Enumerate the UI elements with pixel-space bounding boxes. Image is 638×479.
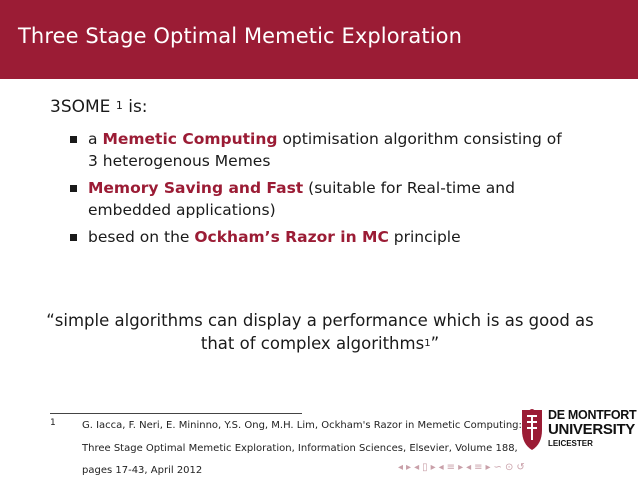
logo-line-1: DE MONTFORT — [548, 408, 637, 422]
nav-section-fwd-icon[interactable]: ▸ — [485, 462, 491, 473]
bullet-square-icon — [70, 136, 77, 143]
quote-footnote-mark: 1 — [424, 338, 431, 349]
bullet-post: principle — [388, 228, 461, 246]
nav-search-icon[interactable]: ∽ — [493, 462, 502, 473]
nav-frame-back-icon[interactable]: ◂ — [414, 462, 420, 473]
intro-line — [50, 97, 148, 117]
bullet-pre: a — [88, 130, 103, 148]
beamer-nav-bar[interactable] — [398, 461, 634, 475]
bullet-item — [70, 177, 562, 221]
nav-first-icon[interactable]: ◂ — [398, 462, 404, 473]
footnote-line-3: pages 17-43, April 2012 — [82, 465, 203, 476]
nav-subsection-icon[interactable]: ≡ — [446, 462, 456, 473]
quote-line-2 — [40, 332, 600, 358]
bullet-square-icon — [70, 234, 77, 241]
nav-loop-icon[interactable]: ↺ — [516, 462, 525, 473]
bullet-line2: 3 heterogenous Memes — [88, 152, 271, 170]
nav-prev-icon[interactable]: ▸ — [406, 462, 412, 473]
nav-subsection-fwd-icon[interactable]: ▸ — [458, 462, 464, 473]
page-title: Three Stage Optimal Memetic Exploration — [18, 24, 462, 48]
nav-section-icon[interactable]: ≡ — [474, 462, 483, 473]
bullet-post: (suitable for Real-time and — [303, 179, 515, 197]
footnote-line-2: Three Stage Optimal Memetic Exploration, Information Sciences, Elsevier, Volume 188, — [82, 443, 518, 454]
quote-close: ” — [430, 334, 440, 353]
nav-frame-icon[interactable]: ▯ — [422, 462, 428, 473]
nav-frame-fwd-icon[interactable]: ▸ — [430, 462, 436, 473]
bullet-line2: embedded applications) — [88, 201, 276, 219]
footnote-line-1: G. Iacca, F. Neri, E. Mininno, Y.S. Ong, M.H. Lim, Ockham's Razor in Memetic Computing: — [82, 420, 522, 431]
title-bar — [0, 0, 638, 79]
bullet-pre: besed on the — [88, 228, 195, 246]
bullet-highlight: Memetic Computing — [102, 130, 278, 148]
dmu-emblem-icon — [518, 404, 546, 454]
bullet-post: optimisation algorithm consisting of — [277, 130, 562, 148]
intro-suffix: is: — [128, 97, 148, 117]
bullet-highlight: Memory Saving and Fast — [88, 179, 304, 197]
quote-block — [40, 309, 600, 358]
footnote-number: 1 — [50, 418, 56, 428]
quote-line-1: “simple algorithms can display a performance which is as good as — [46, 311, 594, 330]
bullet-item — [70, 226, 562, 248]
intro-footnote-mark: 1 — [115, 99, 123, 112]
bullet-highlight: Ockham’s Razor in MC — [194, 228, 389, 246]
logo-line-2: UNIVERSITY — [548, 421, 636, 438]
bullet-square-icon — [70, 185, 77, 192]
university-logo — [518, 404, 636, 454]
nav-zoom-icon[interactable]: ⊙ — [504, 462, 514, 473]
nav-section-back-icon[interactable]: ◂ — [466, 462, 472, 473]
bullet-item — [70, 128, 562, 172]
nav-subsection-back-icon[interactable]: ◂ — [438, 462, 444, 473]
bullet-list — [70, 128, 562, 253]
logo-line-3: LEICESTER — [548, 439, 593, 448]
intro-text: 3SOME — [50, 97, 111, 117]
footnote-rule — [50, 413, 302, 414]
quote-line-2-text: that of complex algorithms — [200, 334, 425, 353]
